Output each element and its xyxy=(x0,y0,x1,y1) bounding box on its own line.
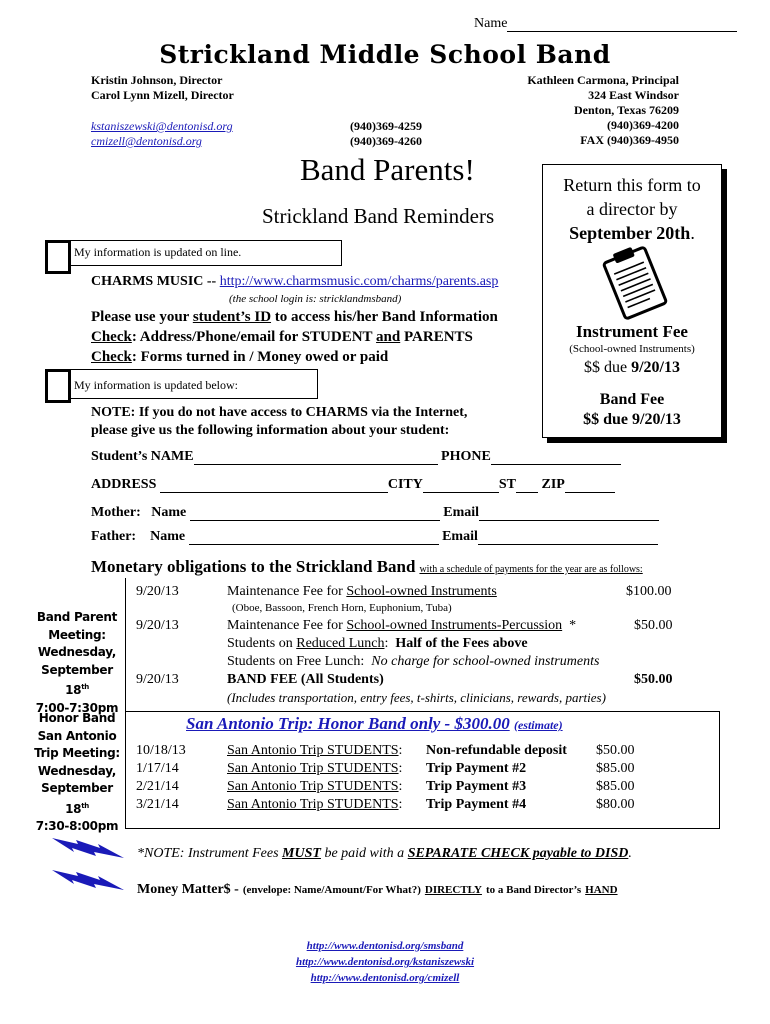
obligations-heading: Monetary obligations to the Strickland Band with a schedule of payments for the year are as follows: xyxy=(91,557,643,576)
updated-below-label: My information is updated below: xyxy=(74,378,238,392)
r5-date: 9/20/13 xyxy=(136,672,179,687)
director-2: Carol Lynn Mizell, Director xyxy=(91,88,234,102)
school-fax: FAX (940)369-4950 xyxy=(580,133,679,147)
phone-block xyxy=(350,119,422,149)
email-link-1[interactable]: kstaniszewski@dentonisd.org xyxy=(91,119,233,133)
phone-field[interactable] xyxy=(491,450,621,465)
r5-amt: $50.00 xyxy=(634,672,673,687)
director-block xyxy=(91,73,234,103)
address-row: ADDRESS CITY ST ZIP xyxy=(91,477,659,493)
instrument-fee-due: $$ due 9/20/13 xyxy=(584,359,680,376)
r1-amt: $100.00 xyxy=(626,584,672,599)
school-address-2: Denton, Texas 76209 xyxy=(573,103,679,117)
clipboard-icon xyxy=(595,243,675,323)
trip-row-date: 1/17/14 xyxy=(136,761,179,776)
return-deadline: September 20th. xyxy=(569,223,695,243)
r3: Students on Reduced Lunch: Half of the Fees above xyxy=(227,636,528,651)
email-link-2[interactable]: cmizell@dentonisd.org xyxy=(91,134,202,148)
city-field[interactable] xyxy=(423,478,499,493)
school-address-1: 324 East Windsor xyxy=(588,88,679,102)
instrument-fee-title: Instrument Fee xyxy=(576,322,688,341)
charms-note: NOTE: If you do not have access to CHARMS via the Internet, please give us the following information about your student: xyxy=(91,405,468,438)
mother-row: Mother: Name Email xyxy=(91,505,659,521)
footer-link-smsband[interactable]: http://www.dentonisd.org/smsband xyxy=(306,940,464,952)
trip-row-desc: Trip Payment #2 xyxy=(426,761,527,776)
trip-row-label: San Antonio Trip STUDENTS: xyxy=(227,797,403,812)
r1-date: 9/20/13 xyxy=(136,584,179,599)
school-owned-note: (School-owned Instruments) xyxy=(569,343,695,355)
r2-desc: Maintenance Fee for School-owned Instruments-Percussion * xyxy=(227,618,577,633)
return-line-1: Return this form to xyxy=(563,175,701,195)
school-login-note: (the school login is: stricklandmsband) xyxy=(229,293,402,305)
address-field[interactable] xyxy=(160,478,388,493)
trip-row-date: 10/18/13 xyxy=(136,743,186,758)
instruction-1: Please use your student’s ID to access his/her Band Information xyxy=(91,309,498,325)
footer-link-kstaniszewski[interactable]: http://www.dentonisd.org/kstaniszewski xyxy=(295,956,475,968)
trip-row-date: 2/21/14 xyxy=(136,779,179,794)
phone-1: (940)369-4259 xyxy=(350,119,422,133)
charms-label: CHARMS MUSIC -- xyxy=(91,274,217,289)
charms-line xyxy=(91,274,498,290)
honor-band-meeting: Honor Band San Antonio Trip Meeting: Wednesday, September 18th 7:30-8:00pm xyxy=(34,711,120,833)
updated-online-checkbox[interactable] xyxy=(45,240,71,274)
return-line-2: a director by xyxy=(586,199,678,219)
r5-sub: (Includes transportation, entry fees, t-shirts, clinicians, rewards, parties) xyxy=(227,690,606,705)
lightning-icon-2 xyxy=(50,868,126,894)
zip-field[interactable] xyxy=(565,478,615,493)
band-parents-heading: Band Parents! xyxy=(300,152,475,187)
reminders-subheading: Strickland Band Reminders xyxy=(262,204,495,228)
r5-label: BAND FEE (All Students) xyxy=(227,672,384,687)
updated-below-checkbox[interactable] xyxy=(45,369,71,403)
name-label: Name xyxy=(474,16,508,31)
mother-email-field[interactable] xyxy=(479,506,659,521)
r1-sub: (Oboe, Bassoon, French Horn, Euphonium, Tuba) xyxy=(232,602,452,614)
r2-amt: $50.00 xyxy=(634,618,673,633)
band-fee-due: $$ due 9/20/13 xyxy=(583,411,681,428)
charms-link[interactable]: http://www.charmsmusic.com/charms/parents.asp xyxy=(219,274,499,289)
phone-2: (940)369-4260 xyxy=(350,134,422,148)
r1-desc: Maintenance Fee for School-owned Instruments xyxy=(227,584,497,599)
student-name-row: Student’s NAME PHONE xyxy=(91,449,659,465)
principal-name: Kathleen Carmona, Principal xyxy=(527,73,679,87)
trip-row xyxy=(0,743,770,761)
father-email-field[interactable] xyxy=(478,530,658,545)
trip-row-amount: $85.00 xyxy=(596,779,635,794)
page-title: Strickland Middle School Band xyxy=(159,40,611,69)
trip-row xyxy=(0,779,770,797)
trip-row-amount: $85.00 xyxy=(596,761,635,776)
trip-row-label: San Antonio Trip STUDENTS: xyxy=(227,761,403,776)
trip-row-amount: $50.00 xyxy=(596,743,635,758)
r2-date: 9/20/13 xyxy=(136,618,179,633)
trip-row-label: San Antonio Trip STUDENTS: xyxy=(227,779,403,794)
student-info-form xyxy=(91,449,659,545)
director-1: Kristin Johnson, Director xyxy=(91,73,223,87)
updated-online-label: My information is updated on line. xyxy=(74,245,242,259)
name-field[interactable] xyxy=(474,16,737,32)
r4: Students on Free Lunch: No charge for school-owned instruments xyxy=(227,654,600,669)
trip-row-date: 3/21/14 xyxy=(136,797,179,812)
trip-title: San Antonio Trip: Honor Band only - $300.00 (estimate) xyxy=(186,714,563,733)
instruction-3: Check: Forms turned in / Money owed or paid xyxy=(91,349,389,365)
trip-row-desc: Non-refundable deposit xyxy=(426,743,567,758)
band-parent-meeting: Band Parent Meeting: Wednesday, September 18th 7:00-7:30pm xyxy=(35,610,119,715)
footer-link-cmizell[interactable]: http://www.dentonisd.org/cmizell xyxy=(310,972,460,984)
trip-row-desc: Trip Payment #4 xyxy=(426,797,527,812)
return-form-box xyxy=(542,164,722,438)
band-fee-title: Band Fee xyxy=(599,391,665,408)
trip-row xyxy=(0,797,770,815)
email-block xyxy=(91,119,233,149)
footer-links xyxy=(0,938,770,986)
money-matters-note: Money Matter$ - (envelope: Name/Amount/For What?) DIRECTLY to a Band Director’s HAND xyxy=(137,882,618,897)
trip-row-label: San Antonio Trip STUDENTS: xyxy=(227,743,403,758)
mother-name-field[interactable] xyxy=(190,506,440,521)
principal-block xyxy=(527,73,679,148)
trip-row-desc: Trip Payment #3 xyxy=(426,779,527,794)
trip-row-amount: $80.00 xyxy=(596,797,635,812)
father-name-field[interactable] xyxy=(189,530,439,545)
student-name-field[interactable] xyxy=(194,450,438,465)
charms-instructions xyxy=(91,307,498,367)
father-row: Father: Name Email xyxy=(91,529,659,545)
lightning-icon xyxy=(50,836,126,862)
trip-row xyxy=(0,761,770,779)
instruction-2: Check: Address/Phone/email for STUDENT and PARENTS xyxy=(91,329,473,345)
instrument-check-note: *NOTE: Instrument Fees MUST be paid with a SEPARATE CHECK payable to DISD. xyxy=(137,846,632,861)
school-phone: (940)369-4200 xyxy=(607,118,679,132)
name-line xyxy=(507,17,737,32)
state-field[interactable] xyxy=(516,478,538,493)
